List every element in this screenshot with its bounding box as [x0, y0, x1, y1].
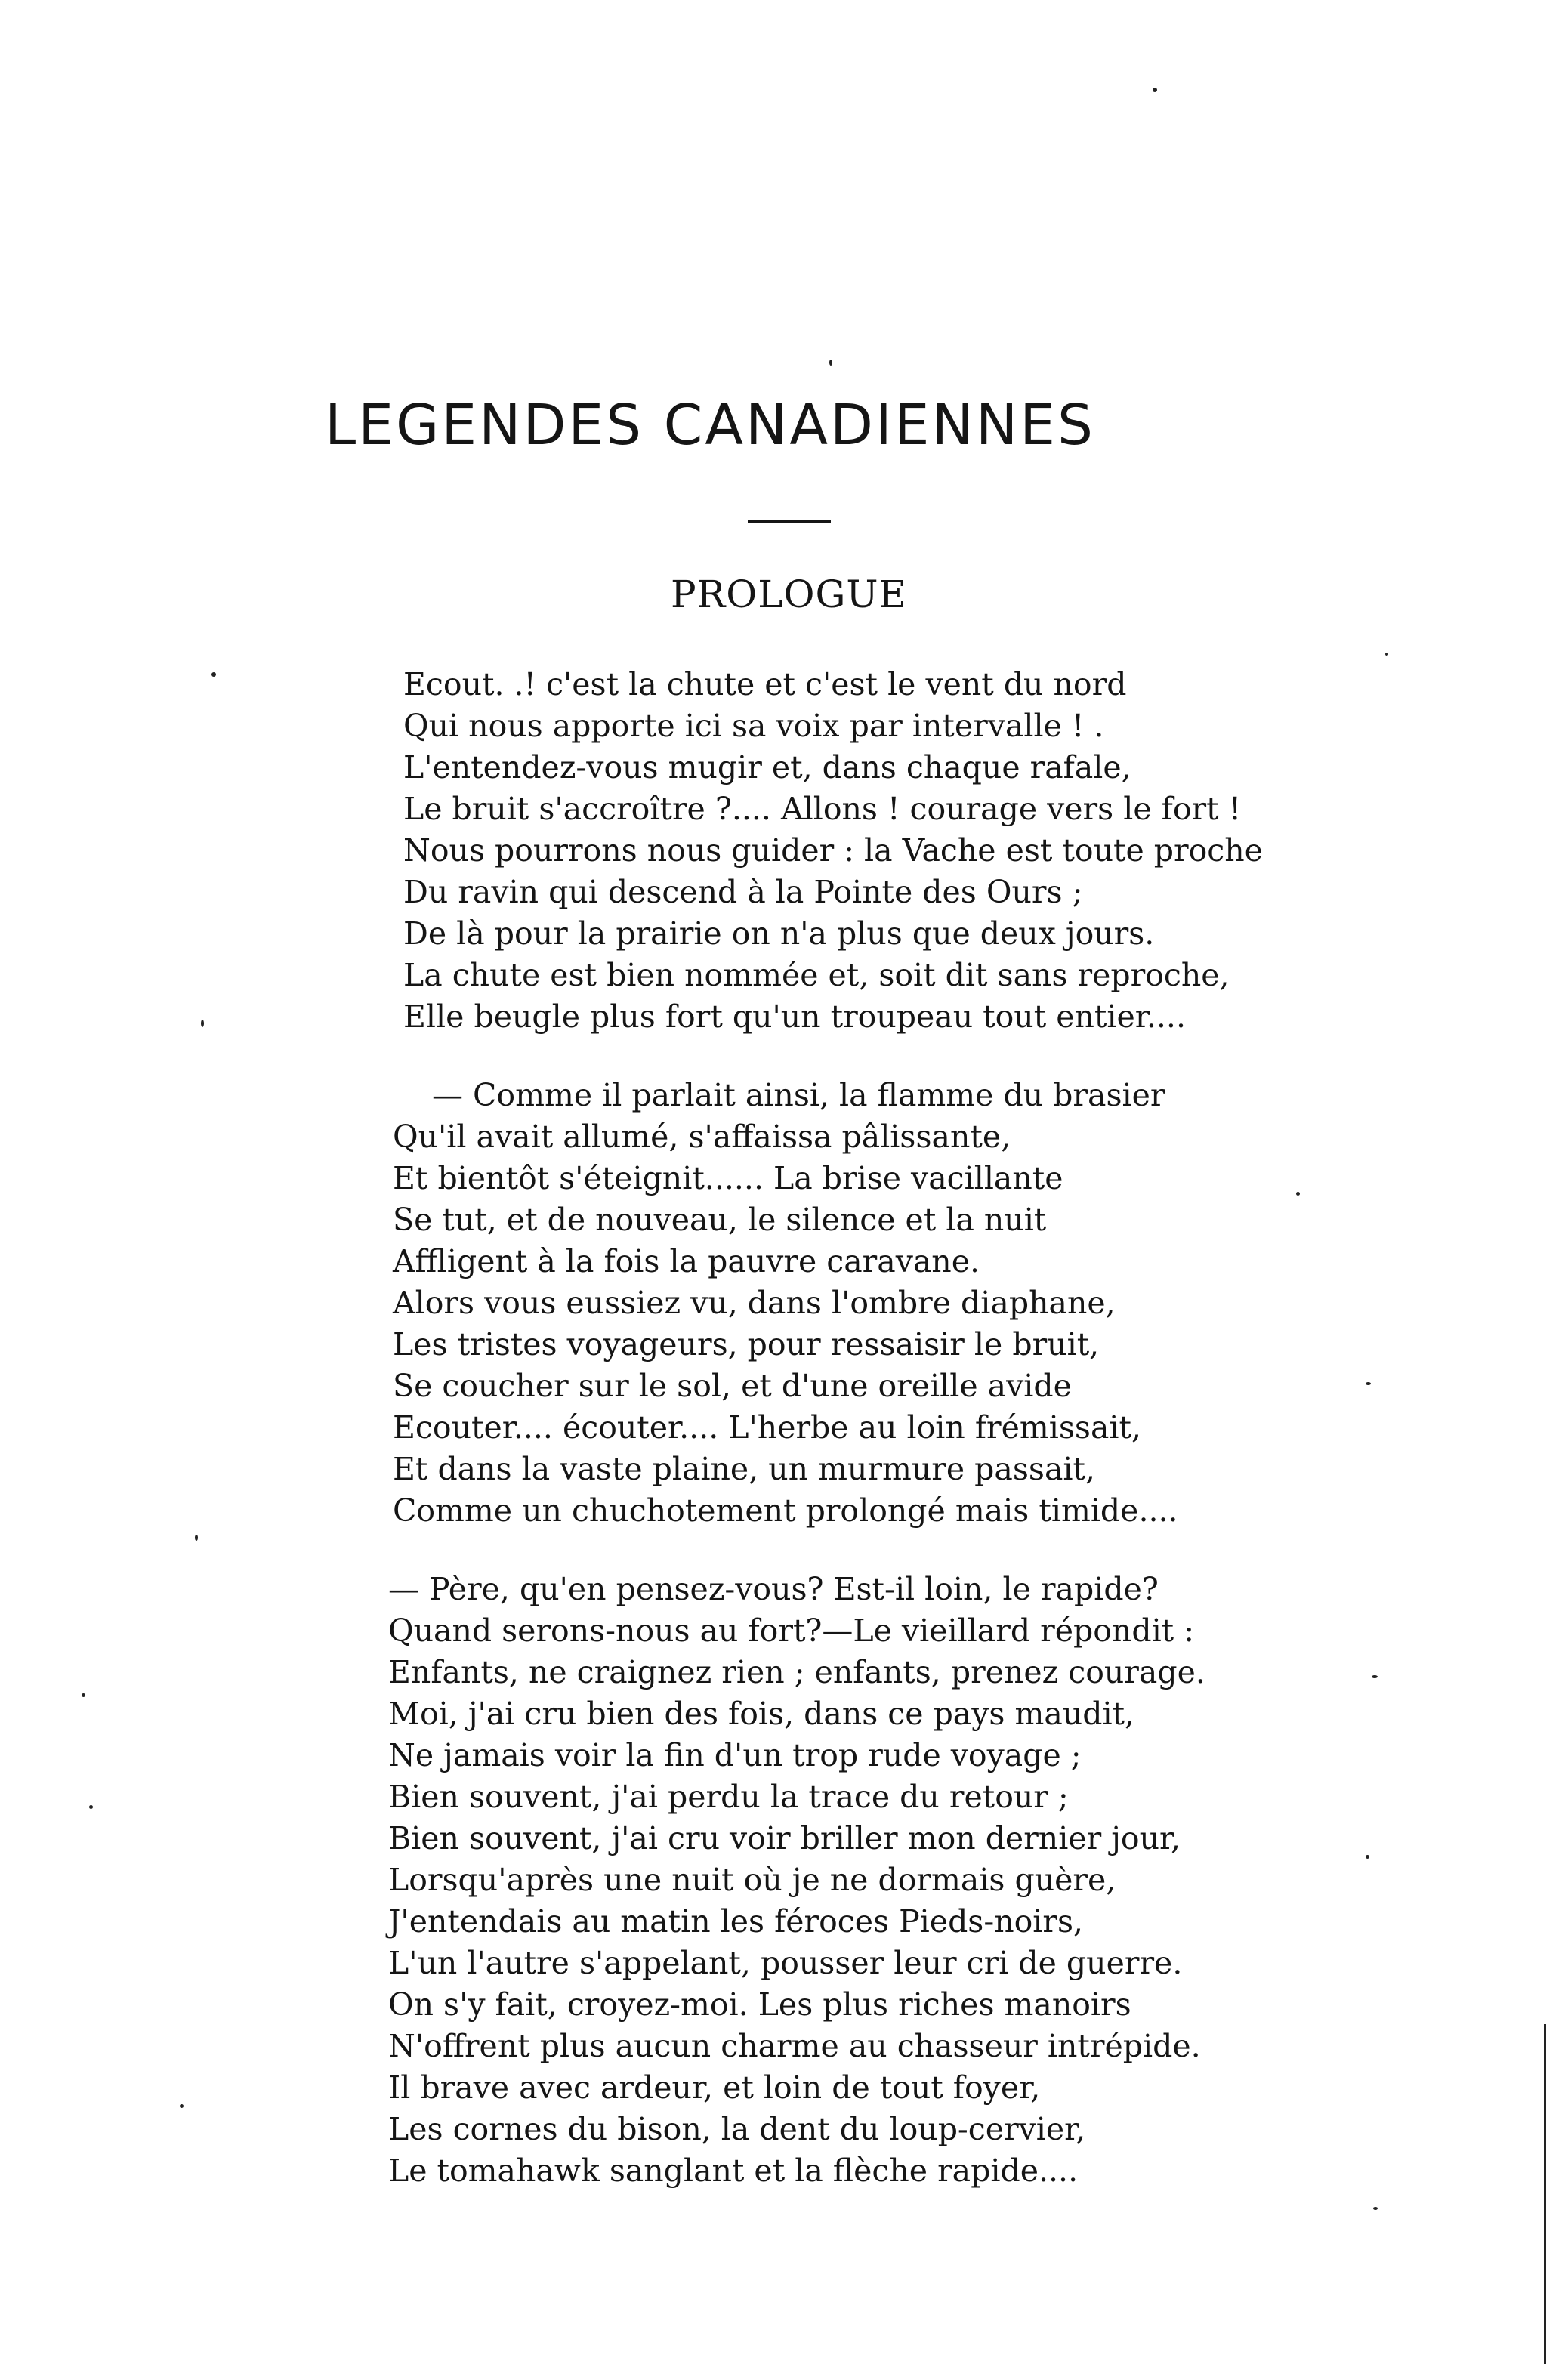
poem-line: J'entendais au matin les féroces Pieds-noirs,	[388, 1903, 1084, 1940]
scan-speck	[829, 360, 832, 366]
poem-line: Et dans la vaste plaine, un murmure passait,	[393, 1451, 1096, 1487]
poem-line: Enfants, ne craignez rien ; enfants, prenez courage.	[388, 1654, 1205, 1690]
book-title: LEGENDES CANADIENNES	[325, 393, 1095, 458]
poem-line: Lorsqu'après une nuit où je ne dormais guère,	[388, 1862, 1116, 1898]
poem-line: — Comme il parlait ainsi, la flamme du brasier	[432, 1077, 1165, 1113]
poem-line: Le tomahawk sanglant et la flèche rapide....	[388, 2153, 1079, 2189]
poem-line: N'offrent plus aucun charme au chasseur intrépide.	[388, 2028, 1201, 2064]
poem-line: Ecout. .! c'est la chute et c'est le vent du nord	[403, 666, 1127, 702]
scan-speck	[1372, 1675, 1378, 1678]
poem-line: Elle beugle plus fort qu'un troupeau tout entier....	[403, 998, 1186, 1035]
poem-line: La chute est bien nommée et, soit dit sans reproche,	[403, 957, 1230, 993]
scan-speck	[89, 1805, 93, 1809]
page-edge	[1544, 2024, 1546, 2364]
poem-line: De là pour la prairie on n'a plus que deux jours.	[403, 915, 1155, 952]
poem-line: Les tristes voyageurs, pour ressaisir le bruit,	[393, 1326, 1100, 1363]
poem-line: L'un l'autre s'appelant, pousser leur cri de guerre.	[388, 1945, 1183, 1981]
scan-speck	[195, 1535, 198, 1541]
scan-speck	[211, 672, 216, 677]
poem-line: Du ravin qui descend à la Pointe des Ours ;	[403, 874, 1083, 910]
poem-line: Ne jamais voir la fin d'un trop rude voyage ;	[388, 1737, 1082, 1773]
title-divider	[748, 520, 831, 523]
poem-line: Le bruit s'accroître ?.... Allons ! courage vers le fort !	[403, 791, 1242, 827]
poem-line: Se coucher sur le sol, et d'une oreille avide	[393, 1368, 1072, 1404]
poem-line: — Père, qu'en pensez-vous? Est-il loin, le rapide?	[388, 1571, 1159, 1607]
scan-speck	[1385, 653, 1388, 656]
poem-line: Affligent à la fois la pauvre caravane.	[393, 1243, 980, 1279]
poem-line: Ecouter.... écouter.... L'herbe au loin frémissait,	[393, 1409, 1142, 1446]
scan-speck	[180, 2104, 184, 2108]
scan-speck	[1373, 2207, 1378, 2210]
poem-line: Qui nous apporte ici sa voix par intervalle ! .	[403, 708, 1104, 744]
scan-speck	[201, 1020, 204, 1027]
poem-line: Qu'il avait allumé, s'affaissa pâlissante,	[393, 1119, 1011, 1155]
poem-line: Comme un chuchotement prolongé mais timide....	[393, 1492, 1178, 1529]
poem-line: On s'y fait, croyez-moi. Les plus riches manoirs	[388, 1986, 1131, 2023]
poem-line: L'entendez-vous mugir et, dans chaque rafale,	[403, 749, 1131, 785]
poem-line: Moi, j'ai cru bien des fois, dans ce pays maudit,	[388, 1696, 1135, 1732]
poem-line: Bien souvent, j'ai cru voir briller mon dernier jour,	[388, 1820, 1181, 1856]
poem-line: Alors vous eussiez vu, dans l'ombre diaphane,	[393, 1285, 1116, 1321]
poem-line: Bien souvent, j'ai perdu la trace du retour ;	[388, 1779, 1069, 1815]
scan-speck	[82, 1693, 85, 1697]
poem-line: Quand serons-nous au fort?—Le vieillard répondit :	[388, 1613, 1195, 1649]
poem-line: Se tut, et de nouveau, le silence et la nuit	[393, 1202, 1047, 1238]
scan-speck	[1366, 1855, 1369, 1859]
scan-speck	[1153, 88, 1157, 92]
scan-speck	[1296, 1192, 1300, 1196]
poem-line: Nous pourrons nous guider : la Vache est toute proche	[403, 832, 1263, 869]
poem-line: Les cornes du bison, la dent du loup-cervier,	[388, 2111, 1086, 2147]
poem-line: Il brave avec ardeur, et loin de tout foyer,	[388, 2069, 1041, 2106]
poem-line: Et bientôt s'éteignit...... La brise vacillante	[393, 1160, 1063, 1196]
section-title: PROLOGUE	[671, 572, 908, 616]
scan-speck	[1366, 1382, 1371, 1385]
